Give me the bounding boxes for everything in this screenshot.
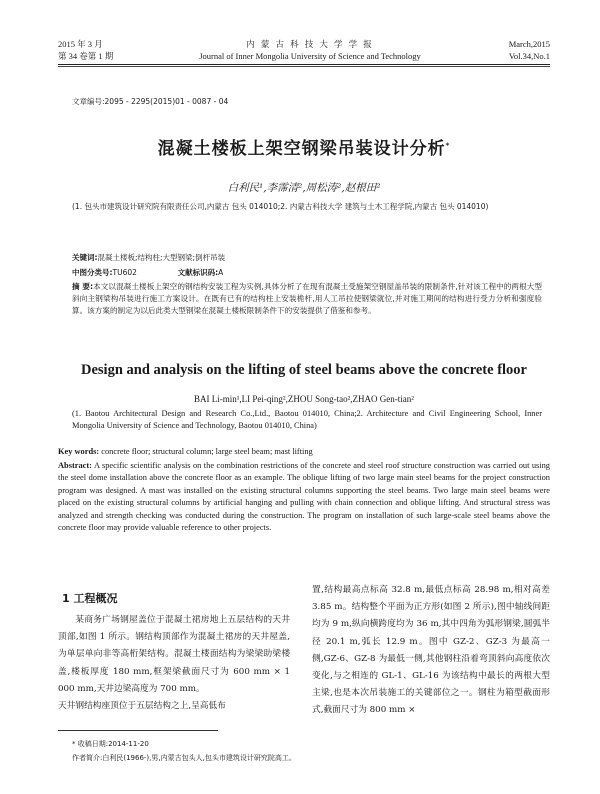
title-cn	[58, 134, 550, 159]
footnote-received	[72, 738, 542, 750]
doc-code-label: 文献标识码:	[177, 268, 219, 277]
journal-name-en: Journal of Inner Mongolia University of Science and Technology	[199, 51, 421, 61]
body-column-left: 某商务广场钢屋盖位于混凝土裙房地上五层结构的天井顶部,如图 1 所示。钢结构顶部作为混凝土裙房的天井屋盖,为单层单向非等高桁架结构。混凝土楼面结构为梁梁助梁楼盖,楼板厚度 180 mm,框架梁截面尺寸为 600 mm × 1 000 mm,天井边梁高度为 700 mm。 天井钢结构座顶位于五层结构之上,呈高低布	[58, 615, 290, 712]
classification-line	[72, 266, 542, 279]
article-number: 文章编号:2095 - 2295(2015)01 - 0087 - 04	[72, 97, 229, 106]
clc-value: TU602	[112, 268, 137, 277]
header-date-en: March,2015	[508, 39, 550, 49]
journal-name-cn: 内 蒙 古 科 技 大 学 学 报	[246, 39, 374, 49]
header-volume-en: Vol.34,No.1	[508, 51, 550, 61]
title-cn-text: 混凝土楼板上架空钢梁吊装设计分析	[157, 139, 446, 159]
affiliation-en: (1. Baotou Architectural Design and Research Co.,Ltd., Baotou 014010, China;2. Architecture and Civil Engineering School, Inner Mongolia University of Science and Technology, Baotou 014010, China)	[72, 409, 542, 431]
keywords-en-label: Key words:	[58, 447, 100, 456]
abstract-cn	[72, 281, 542, 318]
section-1-title: 1 工程概况	[62, 592, 118, 605]
footnote-star: *	[72, 740, 76, 748]
keywords-cn	[72, 251, 542, 264]
keywords-cn-text: 混凝土楼板;结构柱;大型钢梁;倒杆吊装	[97, 253, 226, 262]
title-star: *	[445, 141, 451, 150]
footnote-received-text: 收稿日期:2014-11-20	[77, 740, 149, 748]
authors-en: BAI Li-min¹,LI Pei-qing²,ZHOU Song-tao²,ZHAO Gen-tian²	[193, 394, 414, 404]
authors-cn: 白利民¹,李霈清²,周松涛²,赵根田²	[227, 182, 381, 194]
body-column-right: 置,结构最高点标高 32.8 m,最低点标高 28.98 m,相对高差 3.85 m。结构整个平面为正方形(如图 2 所示),图中轴线间距均为 9 m,纵向横跨度均为 36 m,其中四角为弧形钢梁,圆弧半径 20.1 m,弧长 12.9 m。图中 GZ-2、GZ-3 为最高一侧,GZ-6、GZ-8 为最低一侧,其他钢柱沿着弯顶斜向高度依次变化,与之相连的 GL-1、GL-16 为该结构中最长的两根大型主梁,也是本次吊装施工的关键部位之一。钢柱为箱型截面形式,截面尺寸为 800 mm ×	[312, 585, 550, 716]
footnote-author: 作者简介:白利民(1966-),男,内蒙古包头人,包头市建筑设计研究院高工。	[72, 754, 296, 762]
abstract-cn-text: 本文以混凝土楼板上架空的钢结构安装工程为实例,具体分析了在现有混凝土受施架空钢屋盖吊装的限制条件,针对该工程中的两根大型斜向主钢梁构吊装进行施工方案设计。在既有已有的结构柱上安装桅杆,用人工吊拉使钢梁就位,并对施工期间的结构进行受力分析和强度验算。该方案的制定为以后此类大型钢梁在混凝土楼板限制条件下的安装提供了借鉴和参考。	[72, 282, 542, 316]
abstract-en-text: A specific scientific analysis on the combination restrictions of the concrete and steel roof structure construction was carried out using the steel dome installation above the concrete floor as an example. The oblique lifting of two large main steel beams for the project construction program was designed. A mast was installed on the existing structural columns supporting the steel beams. Two large main steel beams were placed on the existing structural columns by artificial hanging and pulling with chain connection and oblique lifting. And structural stress was analyzed and strength checking was conducted during the construction. The program on installation of such large-scale steel beams above the concrete floor may provide valuable reference to other projects.	[58, 461, 550, 533]
header-volume: 第 34 卷第 1 期	[58, 51, 114, 61]
doc-code-value: A	[218, 268, 224, 277]
affiliation-cn: (1. 包头市建筑设计研究院有限责任公司,内蒙古 包头 014010;2. 内蒙古科技大学 建筑与土木工程学院,内蒙古 包头 014010)	[72, 202, 489, 211]
keywords-cn-label: 关键词:	[72, 253, 98, 262]
keywords-en	[58, 446, 550, 458]
clc-label: 中图分类号:	[72, 268, 113, 277]
footnote-rule	[58, 730, 218, 731]
header-rule-thin	[58, 66, 550, 67]
header-rule	[58, 64, 550, 65]
title-en: Design and analysis on the lifting of steel beams above the concrete floor	[81, 362, 527, 378]
keywords-en-text: concrete floor; structural column; large steel beam; mast lifting	[101, 447, 313, 456]
header-date: 2015 年 3 月	[58, 39, 103, 49]
abstract-cn-label: 摘 要:	[72, 282, 94, 291]
abstract-en	[58, 460, 550, 534]
abstract-en-label: Abstract:	[58, 461, 92, 470]
header-issue-en	[430, 38, 550, 62]
header-journal	[160, 38, 460, 62]
